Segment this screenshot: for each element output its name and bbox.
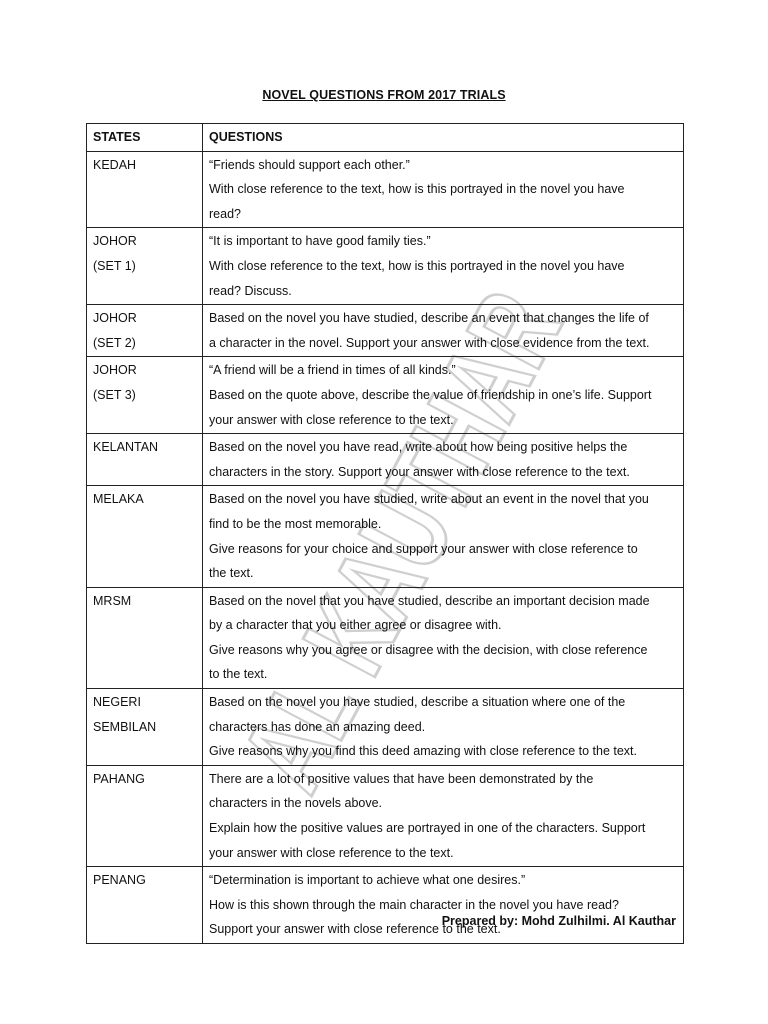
question-line: Based on the novel you have studied, describe an event that changes the life of <box>209 311 649 326</box>
state-name: JOHOR <box>93 363 137 378</box>
watermark-text: AL KAUTHAR <box>216 259 594 811</box>
prepared-by-footer: Prepared by: Mohd Zulhilmi. Al Kauthar <box>441 914 676 928</box>
question-cell <box>203 765 684 866</box>
question-line: read? <box>209 206 241 221</box>
question-line: Explain how the positive values are portrayed in one of the characters. Support <box>209 821 646 836</box>
state-name: PAHANG <box>93 771 145 786</box>
question-cell <box>203 357 684 434</box>
state-cell <box>87 434 203 486</box>
question-line: your answer with close reference to the text. <box>209 845 454 860</box>
state-name: (SET 3) <box>93 387 136 402</box>
state-cell <box>87 486 203 587</box>
table-header-row <box>87 124 684 152</box>
question-line: the text. <box>209 566 254 581</box>
question-line: to the text. <box>209 667 268 682</box>
state-cell <box>87 228 203 305</box>
question-cell <box>203 486 684 587</box>
table-body <box>87 151 684 943</box>
state-name: NEGERI <box>93 695 141 710</box>
state-name: (SET 1) <box>93 258 136 273</box>
table-row <box>87 434 684 486</box>
question-line: your answer with close reference to the text. <box>209 412 454 427</box>
question-line: Based on the novel you have studied, write about an event in the novel that you <box>209 492 649 507</box>
state-name: SEMBILAN <box>93 719 157 734</box>
question-line: characters has done an amazing deed. <box>209 719 426 734</box>
table-row <box>87 765 684 866</box>
state-cell <box>87 765 203 866</box>
question-line: “Friends should support each other.” <box>209 157 410 172</box>
question-line: Give reasons why you agree or disagree with the decision, with close reference <box>209 642 648 657</box>
header-questions: QUESTIONS <box>203 124 684 152</box>
question-cell <box>203 587 684 688</box>
state-cell <box>87 587 203 688</box>
table-row <box>87 486 684 587</box>
state-name: (SET 2) <box>93 335 136 350</box>
question-cell <box>203 434 684 486</box>
table-row <box>87 305 684 357</box>
question-line: Give reasons for your choice and support your answer with close reference to <box>209 541 638 556</box>
state-name: MELAKA <box>93 492 144 507</box>
question-cell <box>203 305 684 357</box>
table-row <box>87 228 684 305</box>
state-name: PENANG <box>93 873 146 888</box>
question-line: “It is important to have good family ties.” <box>209 234 431 249</box>
state-name: JOHOR <box>93 311 137 326</box>
table-row <box>87 867 684 944</box>
page-title: NOVEL QUESTIONS FROM 2017 TRIALS <box>262 88 506 102</box>
question-line: How is this shown through the main character in the novel you have read? <box>209 897 619 912</box>
question-line: Based on the novel that you have studied, describe an important decision made <box>209 593 650 608</box>
state-cell <box>87 867 203 944</box>
question-line: “A friend will be a friend in times of all kinds.” <box>209 363 456 378</box>
question-line: “Determination is important to achieve what one desires.” <box>209 873 526 888</box>
question-line: With close reference to the text, how is this portrayed in the novel you have <box>209 182 625 197</box>
question-line: by a character that you either agree or disagree with. <box>209 618 502 633</box>
question-line: Give reasons why you find this deed amazing with close reference to the text. <box>209 744 638 759</box>
question-line: There are a lot of positive values that have been demonstrated by the <box>209 771 594 786</box>
table-row <box>87 151 684 228</box>
table-row <box>87 587 684 688</box>
state-name: MRSM <box>93 593 132 608</box>
state-cell <box>87 151 203 228</box>
question-cell <box>203 689 684 766</box>
state-cell <box>87 357 203 434</box>
question-line: a character in the novel. Support your answer with close evidence from the text. <box>209 335 650 350</box>
question-line: characters in the novels above. <box>209 796 383 811</box>
state-cell <box>87 305 203 357</box>
question-cell <box>203 867 684 944</box>
table-row <box>87 357 684 434</box>
question-cell <box>203 228 684 305</box>
question-line: Based on the quote above, describe the value of friendship in one’s life. Support <box>209 387 652 402</box>
questions-table <box>86 123 684 944</box>
question-line: Support your answer with close reference to the text. <box>209 922 501 937</box>
question-line: find to be the most memorable. <box>209 516 382 531</box>
question-line: Based on the novel you have studied, describe a situation where one of the <box>209 695 626 710</box>
header-states: STATES <box>87 124 203 152</box>
question-cell <box>203 151 684 228</box>
question-line: characters in the story. Support your answer with close reference to the text. <box>209 464 630 479</box>
state-name: JOHOR <box>93 234 137 249</box>
state-name: KELANTAN <box>93 440 159 455</box>
question-line: Based on the novel you have read, write about how being positive helps the <box>209 440 628 455</box>
state-cell <box>87 689 203 766</box>
question-line: With close reference to the text, how is this portrayed in the novel you have <box>209 258 625 273</box>
state-name: KEDAH <box>93 157 137 172</box>
table-row <box>87 689 684 766</box>
question-line: read? Discuss. <box>209 283 292 298</box>
